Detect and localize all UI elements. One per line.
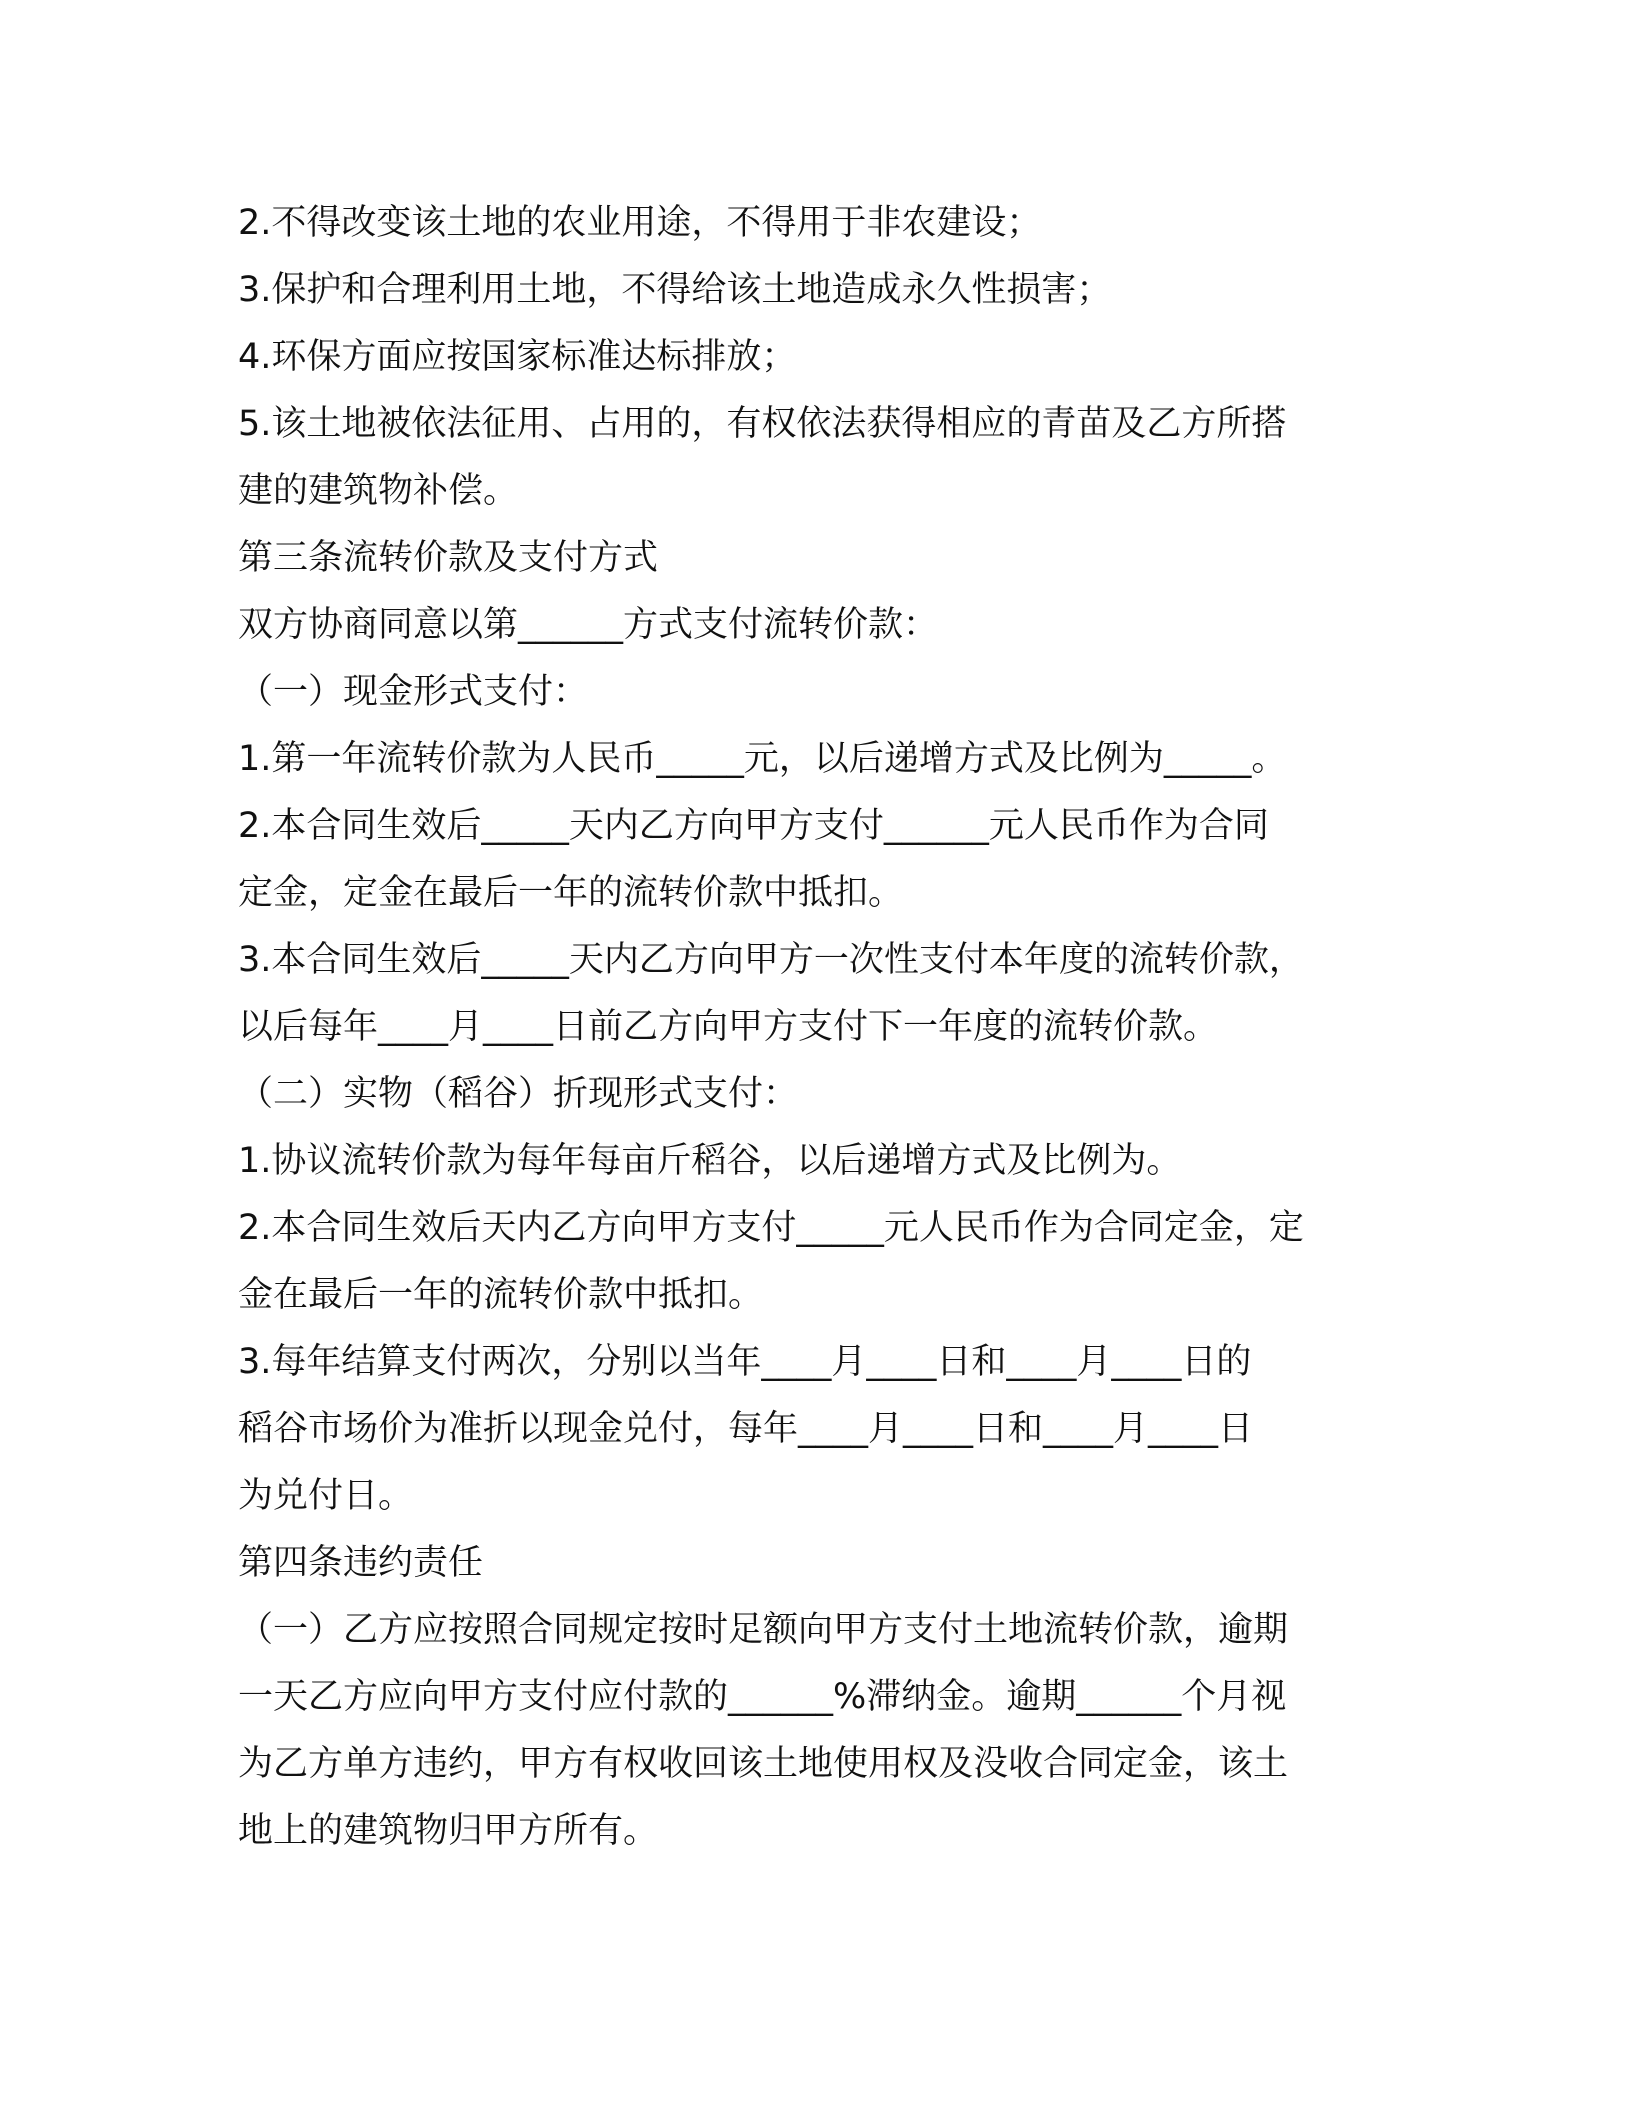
text-line: 为兑付日。 (238, 1476, 414, 1516)
text-line: 双方协商同意以第______方式支付流转价款： (238, 605, 939, 645)
text-line: （一）乙方应按照合同规定按时足额向甲方支付土地流转价款，逾期 (238, 1610, 1289, 1650)
text-line: 3.保护和合理利用土地，不得给该土地造成永久性损害； (238, 270, 1112, 310)
text-line: 2.不得改变该土地的农业用途，不得用于非农建设； (238, 203, 1042, 243)
text-line: 2.本合同生效后天内乙方向甲方支付_____元人民币作为合同定金，定 (238, 1208, 1304, 1248)
subsection-heading: （二）实物（稻谷）折现形式支付： (238, 1074, 799, 1114)
text-line: 3.每年结算支付两次，分别以当年____月____日和____月____日的 (238, 1342, 1252, 1382)
document-page (238, 190, 1398, 1865)
text-line: 定金，定金在最后一年的流转价款中抵扣。 (238, 873, 904, 913)
text-line: 2.本合同生效后_____天内乙方向甲方支付______元人民币作为合同 (238, 806, 1269, 846)
text-line: 稻谷市场价为准折以现金兑付，每年____月____日和____月____日 (238, 1409, 1254, 1449)
text-line: 建的建筑物补偿。 (238, 471, 519, 511)
text-line: 金在最后一年的流转价款中抵扣。 (238, 1275, 764, 1315)
section-heading: 第四条违约责任 (238, 1543, 484, 1583)
text-line: 4.环保方面应按国家标准达标排放； (238, 337, 797, 377)
text-line: 3.本合同生效后_____天内乙方向甲方一次性支付本年度的流转价款， (238, 940, 1304, 980)
text-line: 5.该土地被依法征用、占用的，有权依法获得相应的青苗及乙方所搭 (238, 404, 1287, 444)
text-line: 1.第一年流转价款为人民币_____元，以后递增方式及比例为_____。 (238, 739, 1287, 779)
text-line: 1.协议流转价款为每年每亩斤稻谷，以后递增方式及比例为。 (238, 1141, 1182, 1181)
subsection-heading: （一）现金形式支付： (238, 672, 589, 712)
text-line: 地上的建筑物归甲方所有。 (238, 1811, 659, 1851)
text-line: 以后每年____月____日前乙方向甲方支付下一年度的流转价款。 (238, 1007, 1219, 1047)
text-line: 一天乙方应向甲方支付应付款的______%滞纳金。逾期______个月视 (238, 1677, 1287, 1717)
text-line: 为乙方单方违约，甲方有权收回该土地使用权及没收合同定金，该土 (238, 1744, 1289, 1784)
section-heading: 第三条流转价款及支付方式 (238, 538, 659, 578)
